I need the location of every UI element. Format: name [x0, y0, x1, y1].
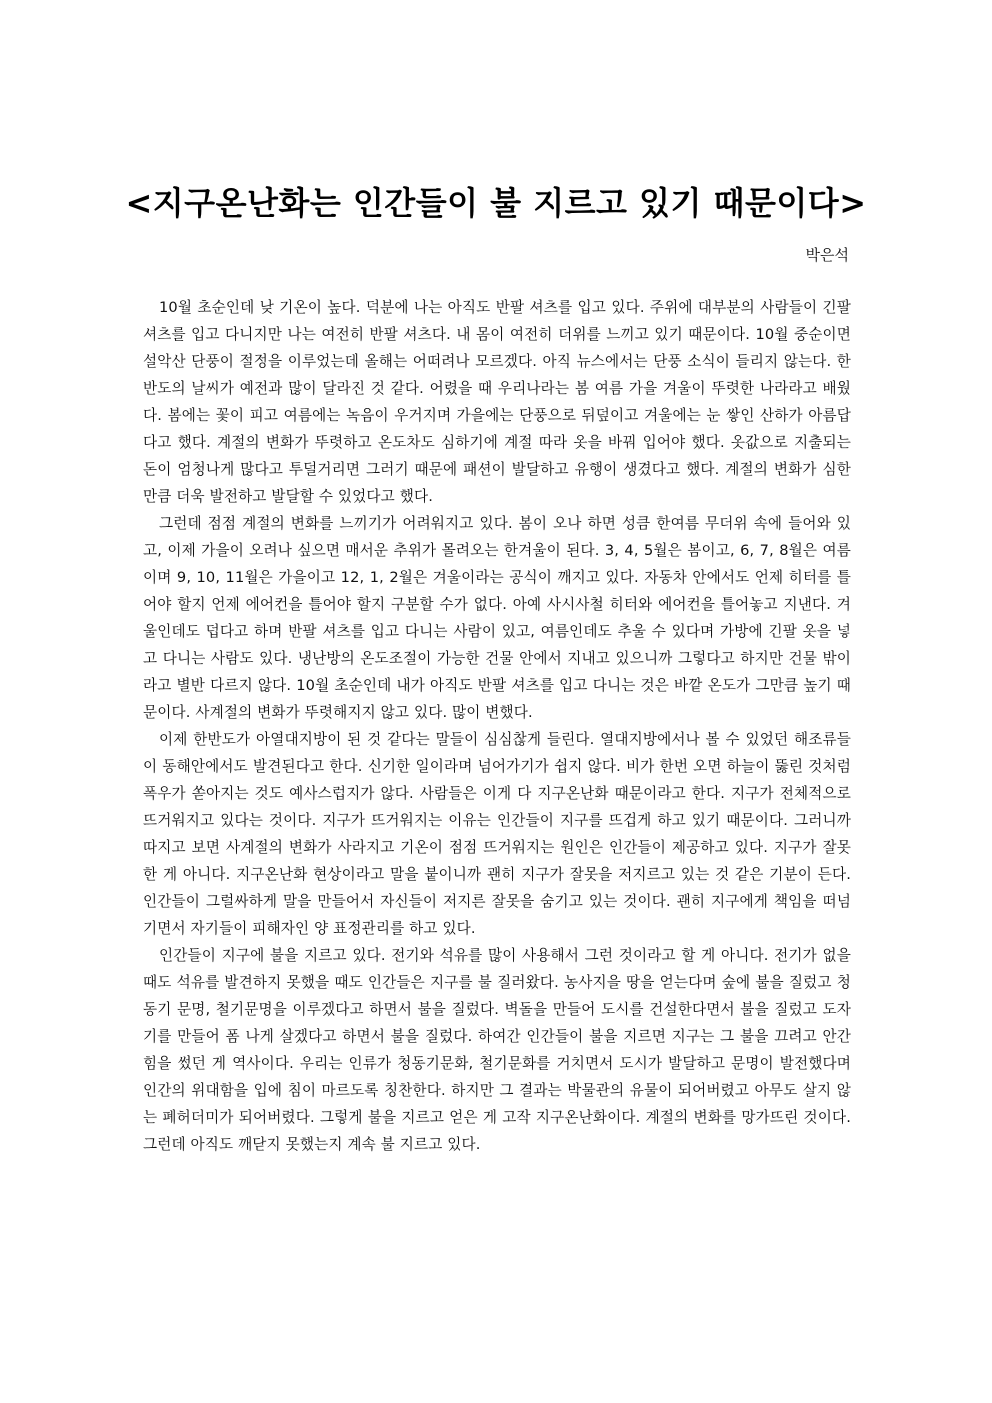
page-title: <지구온난화는 인간들이 불 지르고 있기 때문이다> [125, 184, 867, 223]
paragraph-2: 그런데 점점 계절의 변화를 느끼기가 어려워지고 있다. 봄이 오나 하면 성큼 한여름 무더위 속에 들어와 있고, 이제 가을이 오려나 싶으면 매서운 추위가 몰려오는 한겨울이 된다. 3, 4, 5월은 봄이고, 6, 7, 8월은 여름이며 9, 10, 11월은 가을이고 12, 1, 2월은 겨울이라는 공식이 깨지고 있다. 자동차 안에서도 언제 히터를 틀어야 할지 언제 에어컨을 틀어야 할지 구분할 수가 없다. 아예 사시사철 히터와 에어컨을 틀어놓고 지낸다. 겨울인데도 덥다고 하며 반팔 셔츠를 입고 다니는 사람이 있고, 여름인데도 추울 수 있다며 가방에 긴팔 옷을 넣고 다니는 사람도 있다. 냉난방의 온도조절이 가능한 건물 안에서 지내고 있으니까 그렇다고 하지만 건물 밖이라고 별반 다르지 않다. 10월 초순인데 내가 아직도 반팔 셔츠를 입고 다니는 것은 바깥 온도가 그만큼 높기 때문이다. 사계절의 변화가 뚜렷해지지 않고 있다. 많이 변했다. [143, 515, 851, 721]
paragraph-4: 인간들이 지구에 불을 지르고 있다. 전기와 석유를 많이 사용해서 그런 것이라고 할 게 아니다. 전기가 없을 때도 석유를 발견하지 못했을 때도 인간들은 지구를 불 질러왔다. 농사지을 땅을 얻는다며 숲에 불을 질렀고 청동기 문명, 철기문명을 이루겠다고 하면서 불을 질렀다. 벽돌을 만들어 도시를 건설한다면서 불을 질렀고 도자기를 만들어 폼 나게 살겠다고 하면서 불을 질렀다. 하여간 인간들이 불을 지르면 지구는 그 불을 끄려고 안간힘을 썼던 게 역사이다. 우리는 인류가 청동기문화, 철기문화를 거치면서 도시가 발달하고 문명이 발전했다며 인간의 위대함을 입에 침이 마르도록 칭찬한다. 하지만 그 결과는 박물관의 유물이 되어버렸고 아무도 살지 않는 폐허더미가 되어버렸다. 그렇게 불을 지르고 얻은 게 고작 지구온난화이다. 계절의 변화를 망가뜨린 것이다. 그런데 아직도 깨닫지 못했는지 계속 불 지르고 있다. [143, 947, 851, 1153]
article-body [143, 294, 851, 1158]
author-name: 박은석 [805, 246, 849, 264]
paragraph-1: 10월 초순인데 낮 기온이 높다. 덕분에 나는 아직도 반팔 셔츠를 입고 있다. 주위에 대부분의 사람들이 긴팔 셔츠를 입고 다니지만 나는 여전히 반팔 셔츠다. 내 몸이 여전히 더위를 느끼고 있기 때문이다. 10월 중순이면 설악산 단풍이 절정을 이루었는데 올해는 어떠려나 모르겠다. 아직 뉴스에서는 단풍 소식이 들리지 않는다. 한반도의 날씨가 예전과 많이 달라진 것 같다. 어렸을 때 우리나라는 봄 여름 가을 겨울이 뚜렷한 나라라고 배웠다. 봄에는 꽃이 피고 여름에는 녹음이 우거지며 가을에는 단풍으로 뒤덮이고 겨울에는 눈 쌓인 산하가 아름답다고 했다. 계절의 변화가 뚜렷하고 온도차도 심하기에 계절 따라 옷을 바꿔 입어야 했다. 옷값으로 지출되는 돈이 엄청나게 많다고 투덜거리면 그러기 때문에 패션이 발달하고 유행이 생겼다고 했다. 계절의 변화가 심한 만큼 더욱 발전하고 발달할 수 있었다고 했다. [143, 299, 851, 505]
paragraph-3: 이제 한반도가 아열대지방이 된 것 같다는 말들이 심심찮게 들린다. 열대지방에서나 볼 수 있었던 해조류들이 동해안에서도 발견된다고 한다. 신기한 일이라며 넘어가기가 쉽지 않다. 비가 한번 오면 하늘이 뚫린 것처럼 폭우가 쏟아지는 것도 예사스럽지가 않다. 사람들은 이게 다 지구온난화 때문이라고 한다. 지구가 전체적으로 뜨거워지고 있다는 것이다. 지구가 뜨거워지는 이유는 인간들이 지구를 뜨겁게 하고 있기 때문이다. 그러니까 따지고 보면 사계절의 변화가 사라지고 기온이 점점 뜨거워지는 원인은 인간들이 제공하고 있다. 지구가 잘못한 게 아니다. 지구온난화 현상이라고 말을 붙이니까 괜히 지구가 잘못을 저지르고 있는 것 같은 기분이 든다. 인간들이 그럴싸하게 말을 만들어서 자신들이 저지른 잘못을 숨기고 있는 것이다. 괜히 지구에게 책임을 떠넘기면서 자기들이 피해자인 양 표정관리를 하고 있다. [143, 731, 851, 937]
